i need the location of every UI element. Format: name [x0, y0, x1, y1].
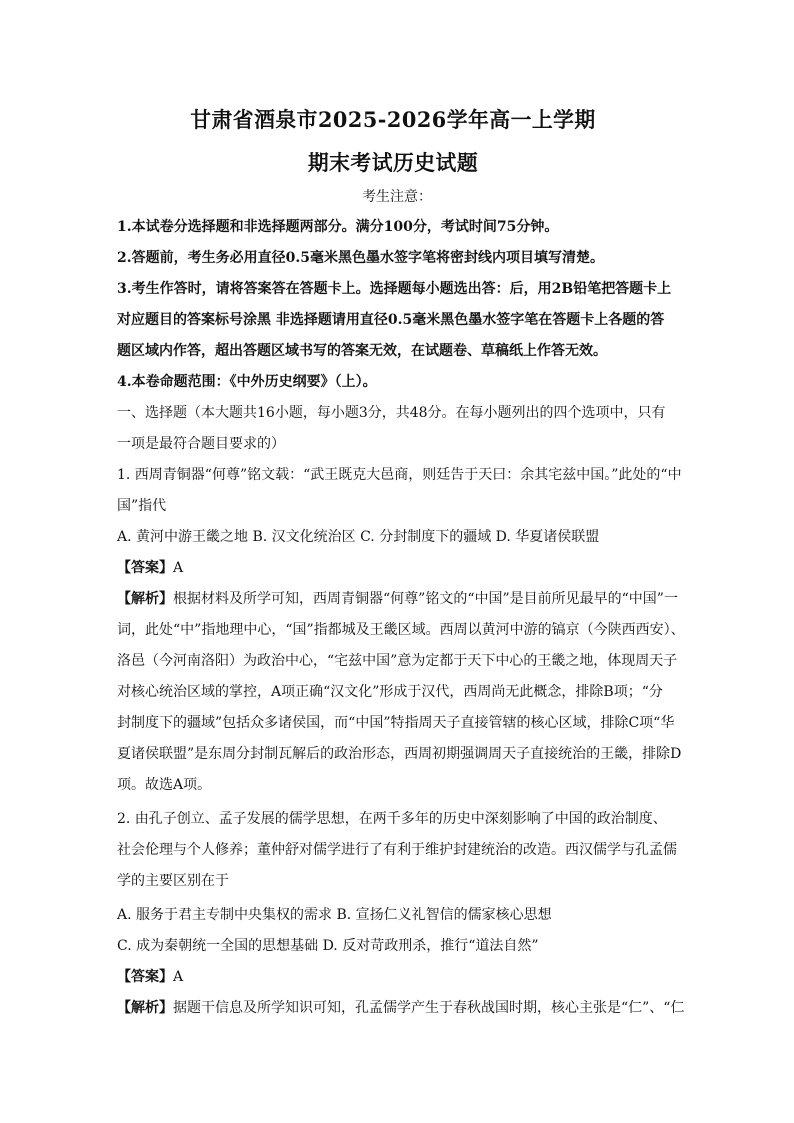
instruction-1: 1.本试卷分选择题和非选择题两部分。满分100分，考试时间75分钟。	[117, 219, 559, 235]
instruction-3: 3.考生作答时，请将答案答在答题卡上。选择题每小题选出答：后，用2B铅笔把答题卡上	[117, 281, 672, 297]
q2-analysis-text: 据题干信息及所学知识可知，孔孟儒学产生于春秋战国时期，核心主张是“仁”、“仁	[173, 1000, 685, 1016]
q1-analysis-line6: 夏诸侯联盟”是东周分封制瓦解后的政治形态，西周初期强调周天子直接统治的王畿，排除D	[117, 746, 682, 762]
q2-stem-cont1: 社会伦理与个人修养；董仲舒对儒学进行了有利于维护封建统治的改造。西汉儒学与孔孟儒	[117, 842, 677, 858]
analysis-tag: 【解析】	[117, 591, 173, 607]
q1-stem: 1. 西周青铜器“何尊”铭文载：“武王既克大邑商，则廷告于天曰：余其宅兹中国。”此处的“中	[117, 467, 682, 483]
analysis-tag: 【解析】	[117, 1000, 173, 1016]
q1-analysis	[117, 590, 678, 608]
q2-options-2: C. 成为秦朝统一全国的思想基础 D. 反对苛政刑杀，推行“道法自然”	[117, 938, 539, 954]
q2-analysis	[117, 999, 684, 1017]
instruction-3-cont1: 对应题目的答案标号涂黑 非选择题请用直径0.5毫米黑色墨水签字笔在答题卡上各题的答	[117, 312, 665, 328]
q2-answer-value: A	[173, 969, 184, 985]
q1-answer	[117, 559, 183, 577]
q1-analysis-line7: 项。故选A项。	[117, 777, 212, 793]
instruction-2: 2.答题前，考生务必用直径0.5毫米黑色墨水签字笔将密封线内项目填写清楚。	[117, 250, 604, 266]
q1-analysis-text: 根据材料及所学可知，西周青铜器“何尊”铭文的“中国”是目前所见最早的“中国”一	[173, 591, 678, 607]
exam-title-line1: 甘肃省酒泉市2025-2026学年高一上学期	[190, 107, 596, 132]
notice-heading: 考生注意：	[362, 189, 432, 205]
q1-analysis-line5: 封制度下的疆域”包括众多诸侯国，而“中国”特指周天子直接管辖的核心区域，排除C项“华	[117, 715, 675, 731]
instruction-3-cont2: 题区域内作答，超出答题区域书写的答案无效，在试题卷、草稿纸上作答无效。	[117, 343, 607, 359]
q1-analysis-line3: 洛邑（今河南洛阳）为政治中心，“宅兹中国”意为定都于天下中心的王畿之地，体现周天子	[117, 653, 678, 669]
exam-title-line2: 期末考试历史试题	[307, 150, 479, 175]
q2-stem-cont2: 学的主要区别在于	[117, 873, 229, 889]
answer-tag: 【答案】	[117, 560, 173, 576]
answer-tag: 【答案】	[117, 969, 173, 985]
q1-analysis-line2: 词，此处“中”指地理中心，“国”指都城及王畿区域。西周以黄河中游的镐京（今陕西西安）、	[117, 622, 685, 638]
q1-options: A. 黄河中游王畿之地 B. 汉文化统治区 C. 分封制度下的疆域 D. 华夏诸侯联盟	[117, 529, 600, 545]
q2-options-1: A. 服务于君主专制中央集权的需求 B. 宣扬仁义礼智信的儒家核心思想	[117, 907, 552, 923]
instruction-4: 4.本卷命题范围：《中外历史纲要》（上）。	[117, 374, 377, 390]
section-heading: 一、选择题（本大题共16小题，每小题3分，共48分。在每小题列出的四个选项中，只有	[117, 405, 666, 421]
section-heading-cont: 一项是最符合题目要求的）	[117, 436, 285, 452]
q1-stem-cont: 国”指代	[117, 498, 167, 514]
q1-analysis-line4: 对核心统治区域的掌控，A项正确“汉文化”形成于汉代，西周尚无此概念，排除B项；“分	[117, 684, 663, 700]
q1-answer-value: A	[173, 560, 184, 576]
q2-answer	[117, 968, 183, 986]
q2-stem: 2. 由孔子创立、孟子发展的儒学思想，在两千多年的历史中深刻影响了中国的政治制度、	[117, 811, 667, 827]
